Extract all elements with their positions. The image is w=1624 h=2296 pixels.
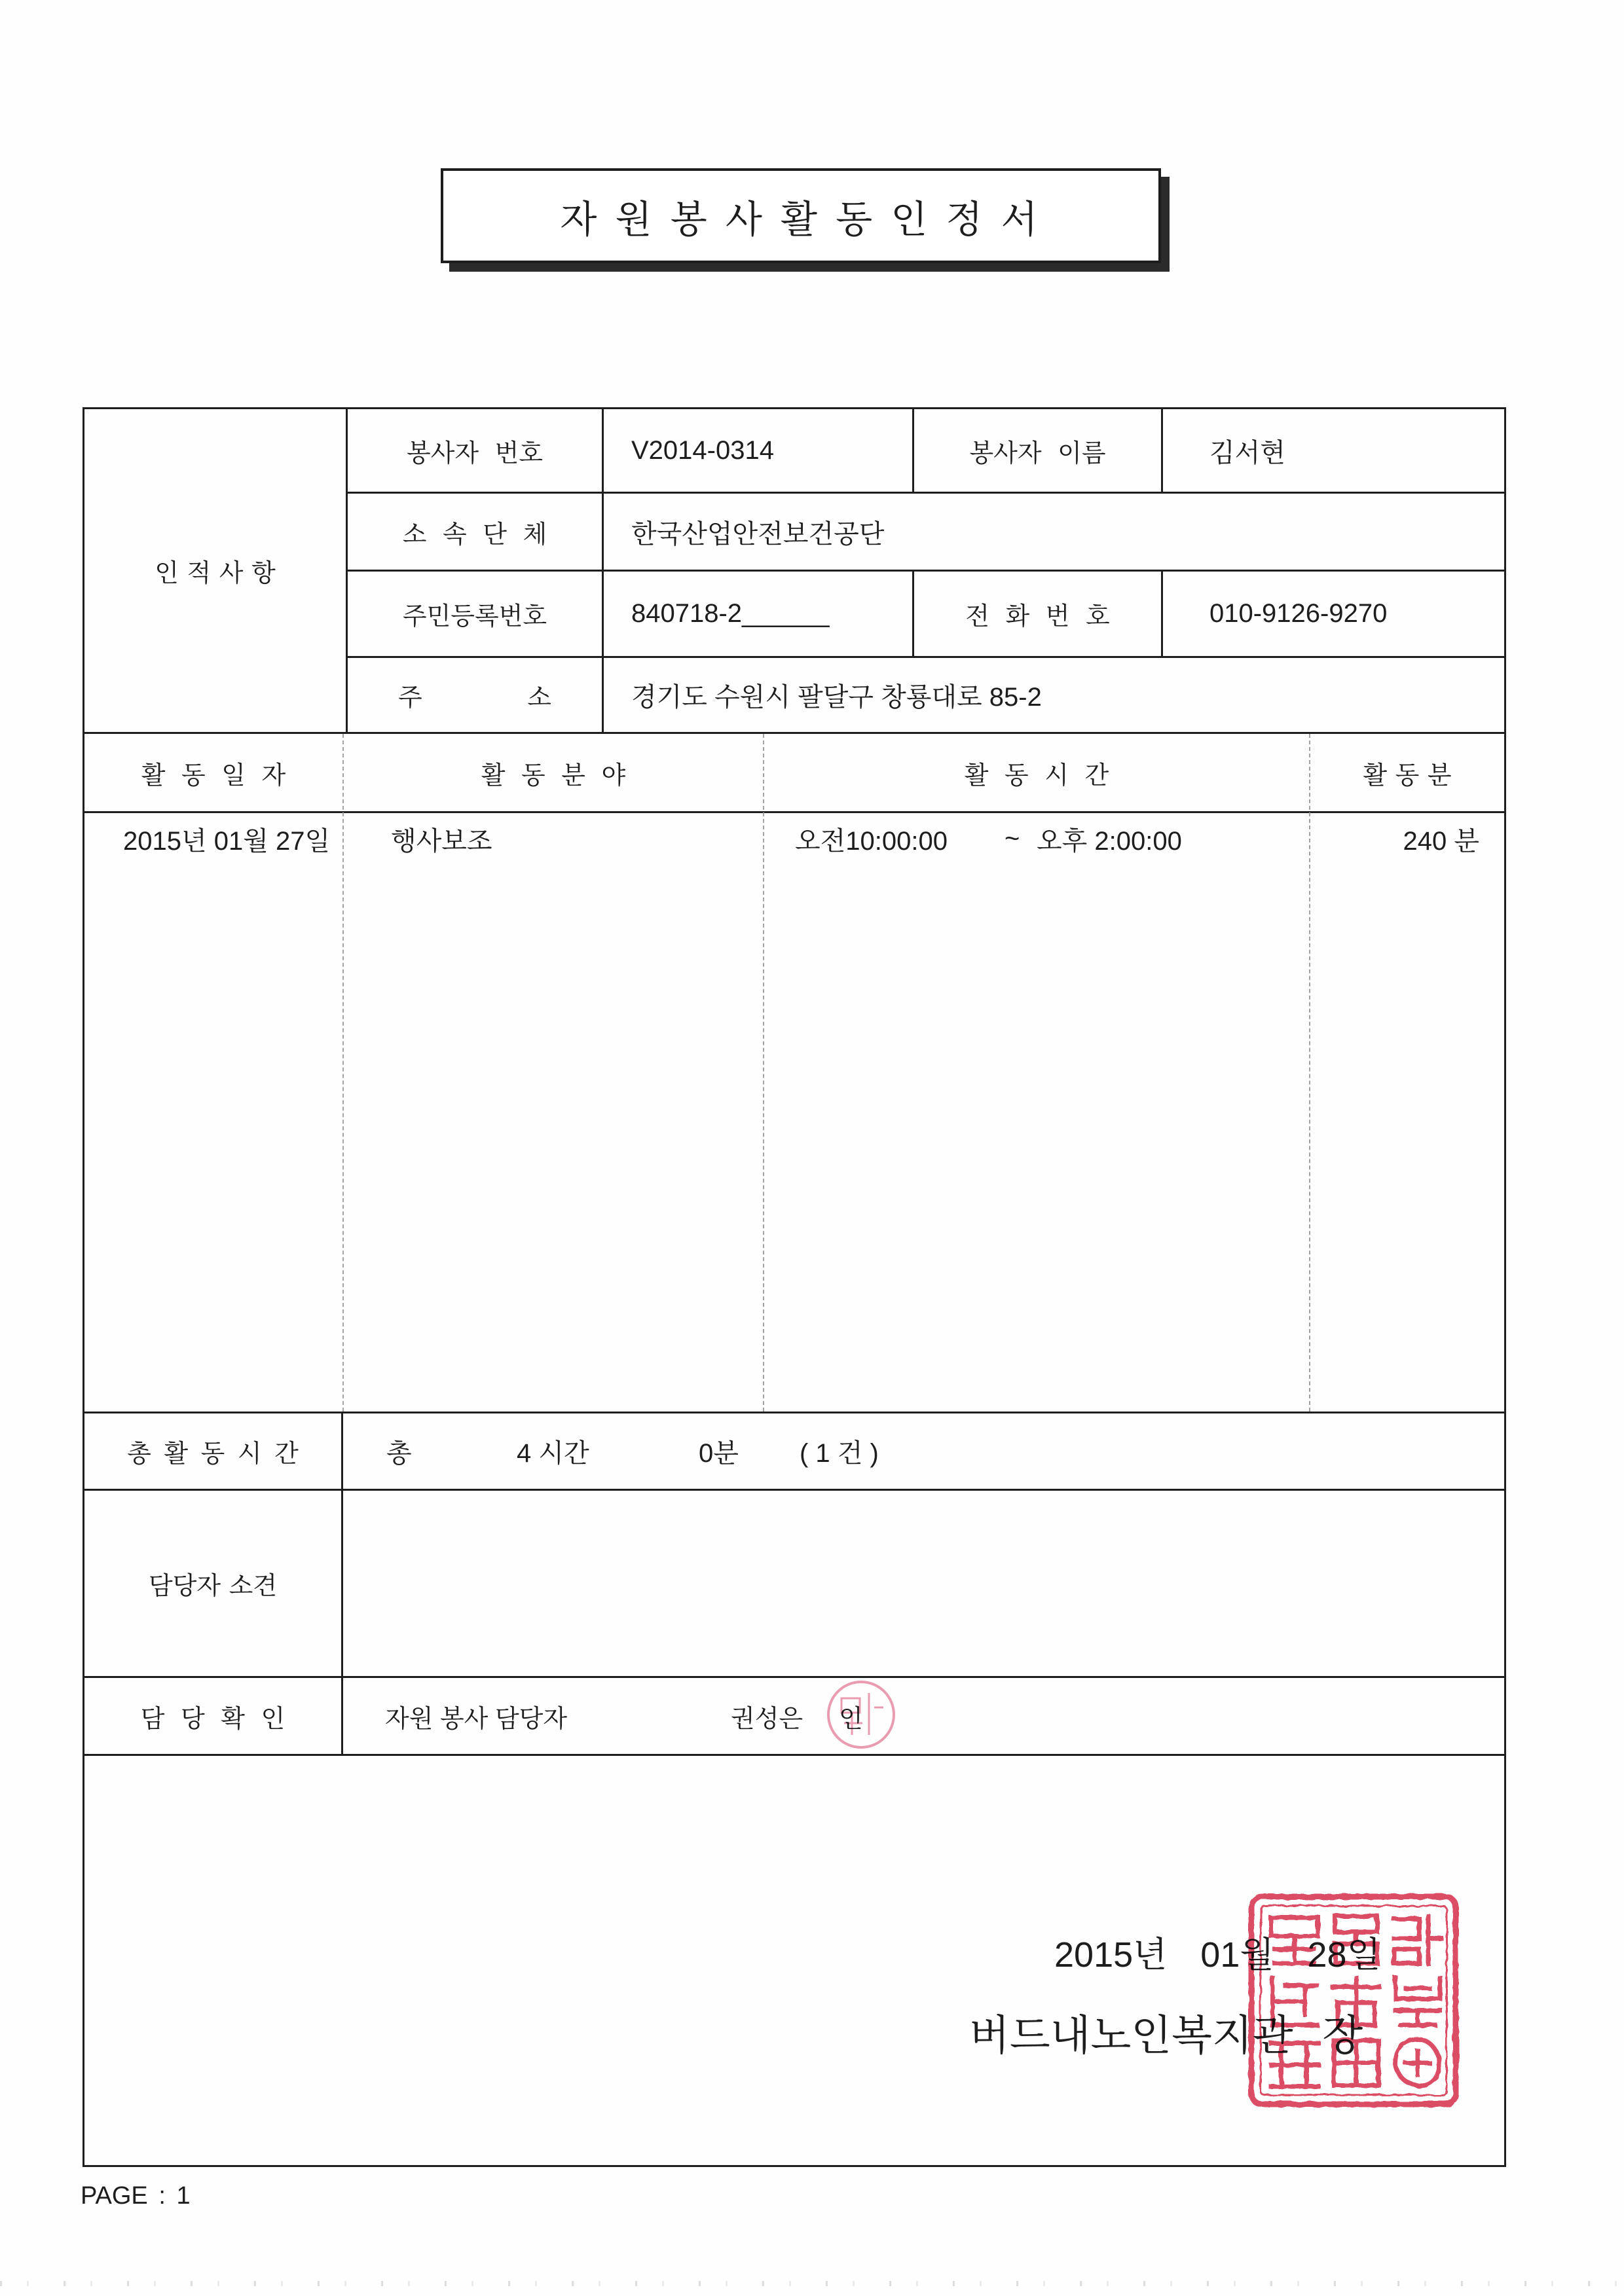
opinion-content-cell xyxy=(341,1489,1506,1678)
address-cell xyxy=(602,656,1506,734)
opinion-label-cell xyxy=(83,1489,343,1678)
seal-glyph xyxy=(1395,2039,1439,2086)
staff-signature-stamp xyxy=(822,1676,899,1753)
resident-no-label-cell xyxy=(346,570,604,658)
stamp-ring xyxy=(828,1682,894,1747)
scan-edge-noise xyxy=(0,2281,1624,2286)
header-time-label: 활 동 시 간 xyxy=(964,761,1109,790)
volunteer-no-value: V2014-0314 xyxy=(631,435,774,465)
volunteer-name-cell xyxy=(1161,407,1506,494)
address-label: 주 소 xyxy=(398,684,551,712)
confirmation-label-cell xyxy=(83,1676,343,1756)
phone-label: 전 화 번 호 xyxy=(965,603,1110,630)
phone-label-cell xyxy=(912,570,1163,658)
issue-date: 2015년 01월 28일 xyxy=(1054,1935,1381,1975)
affiliation-label: 소 속 단 체 xyxy=(402,520,547,549)
stamp-strokes xyxy=(841,1693,883,1735)
total-prefix: 총 xyxy=(386,1439,412,1468)
opinion-label: 담당자 소견 xyxy=(148,1573,278,1600)
address-value: 경기도 수원시 팔달구 창룡대로 85-2 xyxy=(631,683,1042,712)
total-label-cell xyxy=(83,1412,343,1491)
seal-glyph xyxy=(1395,1978,1440,2025)
confirmation-seal-mark: 인 xyxy=(839,1705,863,1733)
activity-row-end-time: 오후 2:00:00 xyxy=(1037,826,1182,856)
volunteer-no-label: 봉사자 번호 xyxy=(406,439,544,467)
address-label-cell xyxy=(346,656,604,734)
column-divider-field xyxy=(763,734,764,1412)
personal-section-label: 인 적 사 항 xyxy=(155,560,276,587)
header-date xyxy=(84,734,342,811)
page-number: PAGE : 1 xyxy=(81,2181,191,2210)
official-seal xyxy=(1247,1893,1460,2108)
activity-data-area xyxy=(83,811,1506,1413)
seal-glyph xyxy=(1394,1916,1441,1963)
affiliation-cell xyxy=(602,492,1506,572)
seal-body xyxy=(1251,1897,1456,2104)
header-date-label: 활 동 일 자 xyxy=(141,761,286,790)
resident-no-value: 840718-2______ xyxy=(631,599,830,628)
seal-glyph xyxy=(1334,2041,1378,2085)
phone-value: 010-9126-9270 xyxy=(1209,599,1388,628)
column-divider-time xyxy=(1309,734,1310,1412)
volunteer-name-label-cell xyxy=(912,407,1163,494)
issuer-name: 버드내노인복지관 장 xyxy=(969,2012,1363,2059)
header-time xyxy=(764,734,1309,811)
total-label: 총 활 동 시 간 xyxy=(127,1440,299,1468)
activity-row-date: 2015년 01월 27일 xyxy=(123,826,331,856)
total-hours: 4 시간 xyxy=(517,1439,589,1468)
resident-no-label: 주민등록번호 xyxy=(402,603,547,630)
personal-section-label-cell xyxy=(83,407,348,734)
activity-row-start-time: 오전10:00:00 xyxy=(795,826,948,856)
activity-row-field: 행사보조 xyxy=(391,826,492,856)
seal-glyph xyxy=(1271,2043,1318,2086)
seal-glyph xyxy=(1333,1978,1380,2025)
header-field xyxy=(344,734,763,811)
certificate-title: 자 원 봉 사 활 동 인 정 서 xyxy=(560,198,1042,241)
column-divider-date xyxy=(342,734,344,1412)
confirmation-label: 담 당 확 인 xyxy=(140,1705,286,1733)
phone-cell xyxy=(1161,570,1506,658)
resident-no-cell xyxy=(602,570,914,658)
header-field-label: 활 동 분 야 xyxy=(481,761,626,790)
seal-glyph xyxy=(1272,1978,1317,2025)
activity-row-minutes: 240 분 xyxy=(1403,826,1479,856)
confirmation-name: 권성은 xyxy=(731,1705,803,1733)
volunteer-name-label: 봉사자 이름 xyxy=(969,439,1106,467)
header-minutes xyxy=(1310,734,1504,811)
seal-script-strokes xyxy=(1271,1916,1441,2086)
affiliation-label-cell xyxy=(346,492,604,572)
total-value-cell xyxy=(341,1412,1506,1491)
volunteer-no-label-cell xyxy=(346,407,604,494)
total-minutes: 0분 xyxy=(699,1439,739,1468)
activity-row-time-separator: ~ xyxy=(1005,824,1020,853)
title-box xyxy=(441,168,1161,263)
affiliation-value: 한국산업안전보건공단 xyxy=(631,519,885,549)
total-count: ( 1 건 ) xyxy=(800,1439,879,1468)
seal-glyph xyxy=(1271,1918,1318,1963)
confirmation-role: 자원 봉사 담당자 xyxy=(385,1705,568,1733)
volunteer-no-cell xyxy=(602,407,914,494)
volunteer-name-value: 김서현 xyxy=(1209,438,1285,467)
seal-glyph xyxy=(1335,1916,1377,1963)
header-minutes-label: 활 동 분 xyxy=(1363,761,1452,790)
